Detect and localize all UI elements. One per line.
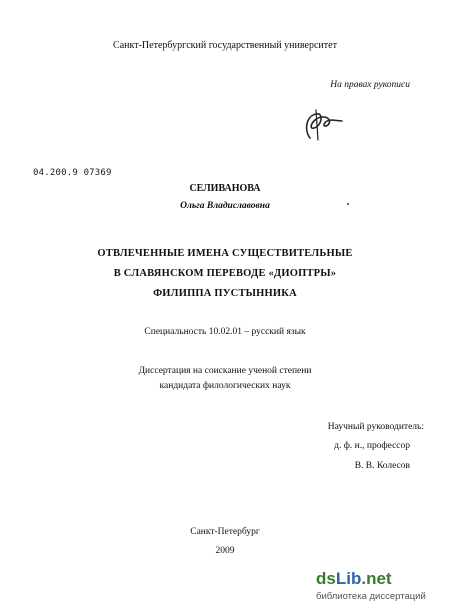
title-line-1: ОТВЛЕЧЕННЫЕ ИМЕНА СУЩЕСТВИТЕЛЬНЫЕ — [97, 248, 353, 259]
author-name: Ольга Владиславовна — [180, 201, 270, 211]
city: Санкт-Петербург — [190, 527, 260, 537]
author-surname: СЕЛИВАНОВА — [189, 183, 261, 194]
logo-ds: ds — [316, 569, 336, 588]
dissertation-line-2: кандидата филологических наук — [159, 381, 291, 391]
title-line-2: В СЛАВЯНСКОМ ПЕРЕВОДЕ «ДИОПТРЫ» — [113, 268, 337, 279]
scan-speck — [347, 203, 349, 205]
title-line-3: ФИЛИППА ПУСТЫННИКА — [153, 288, 297, 299]
supervisor-degree: д. ф. н., профессор — [334, 441, 410, 451]
supervisor-name: В. В. Колесов — [354, 461, 410, 471]
dslib-watermark — [316, 569, 446, 611]
registration-stamp: 04.200.9 07369 — [33, 168, 112, 178]
handwritten-signature-icon — [296, 108, 346, 142]
year: 2009 — [215, 546, 235, 556]
dslib-logo — [316, 569, 392, 589]
rights-note: На правах рукописи — [330, 80, 410, 90]
logo-net: .net — [361, 569, 392, 588]
logo-lib: Lib — [335, 569, 362, 588]
dissertation-line-1: Диссертация на соискание ученой степени — [138, 366, 312, 376]
specialty: Специальность 10.02.01 – русский язык — [144, 327, 306, 337]
supervisor-label: Научный руководитель: — [327, 422, 424, 432]
watermark-subtitle: библиотека диссертаций — [316, 591, 426, 602]
university-name: Санкт-Петербургский государственный университет — [113, 40, 337, 51]
